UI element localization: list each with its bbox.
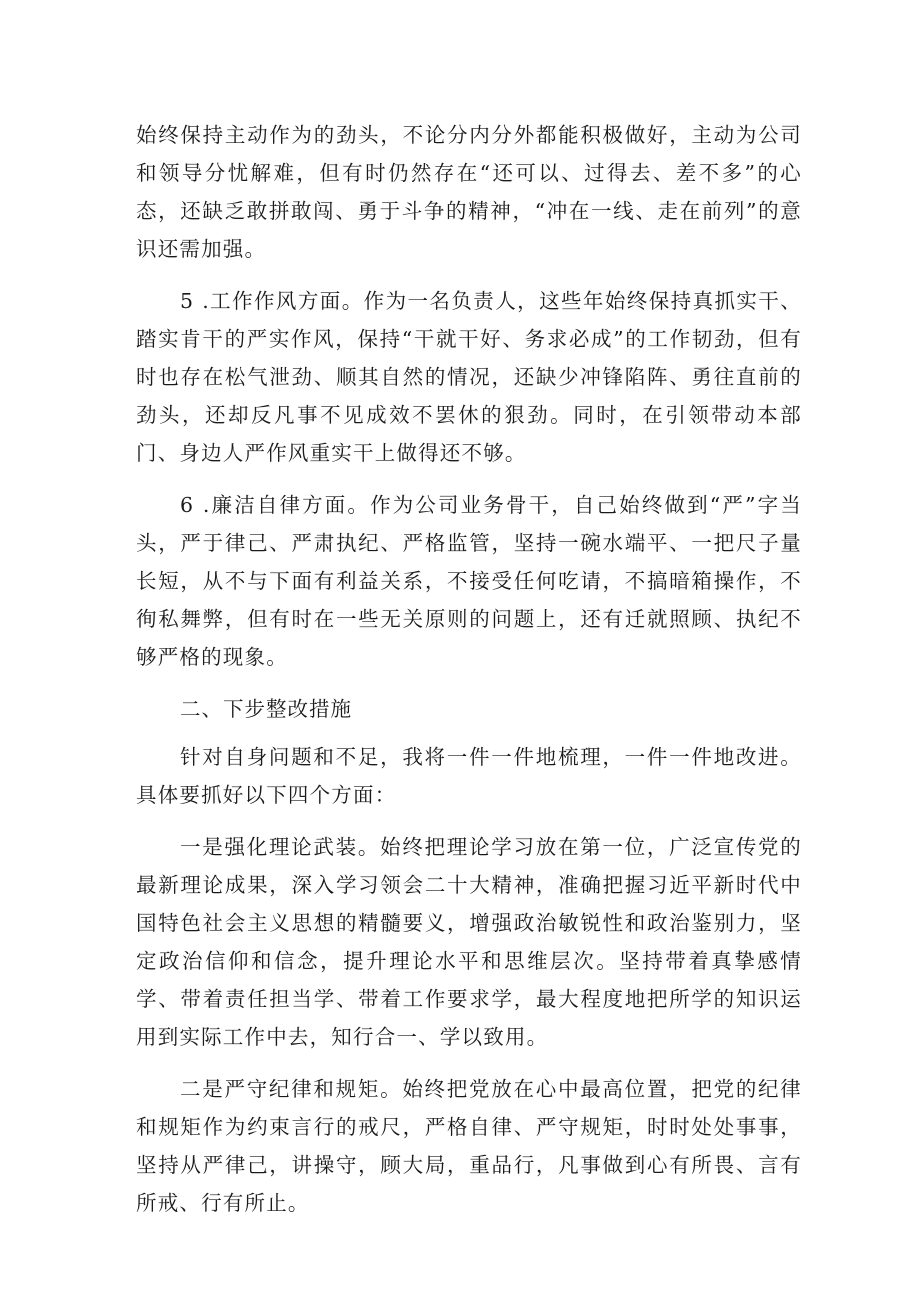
paragraph-discipline: 二是严守纪律和规矩。始终把党放在心中最高位置，把党的纪律和规矩作为约束言行的戒尺，严格自律、严守规矩，时时处处事事，坚持从严律己，讲操守，顾大局，重品行，凡事做到心有所畏、言有所戒、行有所止。	[136, 1077, 802, 1215]
paragraph-intro: 针对自身问题和不足，我将一件一件地梳理，一件一件地改进。具体要抓好以下四个方面：	[136, 745, 802, 807]
paragraph-work-style: 5 .工作作风方面。作为一名负责人，这些年始终保持真抓实干、踏实肯干的严实作风，保持“干就干好、务求必成”的工作韧劲，但有时也存在松气泄劲、顺其自然的情况，还缺少冲锋陷阵、勇往直前的劲头，还却反凡事不见成效不罢休的狠劲。同时，在引领带动本部门、身边人严作风重实干上做得还不够。	[136, 289, 802, 465]
section-heading: 二、下步整改措施	[180, 697, 352, 721]
paragraph-continuation: 始终保持主动作为的劲头，不论分内分外都能积极做好，主动为公司和领导分忧解难，但有时仍然存在“还可以、过得去、差不多”的心态，还缺乏敢拼敢闯、勇于斗争的精神，“冲在一线、走在前列”的意识还需加强。	[136, 123, 802, 261]
document-page	[136, 116, 802, 1236]
paragraph-integrity: 6 .廉洁自律方面。作为公司业务骨干，自己始终做到“严”字当头，严于律己、严肃执纪、严格监管，坚持一碗水端平、一把尺子量长短，从不与下面有利益关系，不接受任何吃请，不搞暗箱操作，不徇私舞弊，但有时在一些无关原则的问题上，还有迁就照顾、执纪不够严格的现象。	[136, 493, 802, 669]
paragraph-theory: 一是强化理论武装。始终把理论学习放在第一位，广泛宣传党的最新理论成果，深入学习领会二十大精神，准确把握习近平新时代中国特色社会主义思想的精髓要义，增强政治敏锐性和政治鉴别力，坚定政治信仰和信念，提升理论水平和思维层次。坚持带着真挚感情学、带着责任担当学、带着工作要求学，最大程度地把所学的知识运用到实际工作中去，知行合一、学以致用。	[136, 835, 802, 1049]
